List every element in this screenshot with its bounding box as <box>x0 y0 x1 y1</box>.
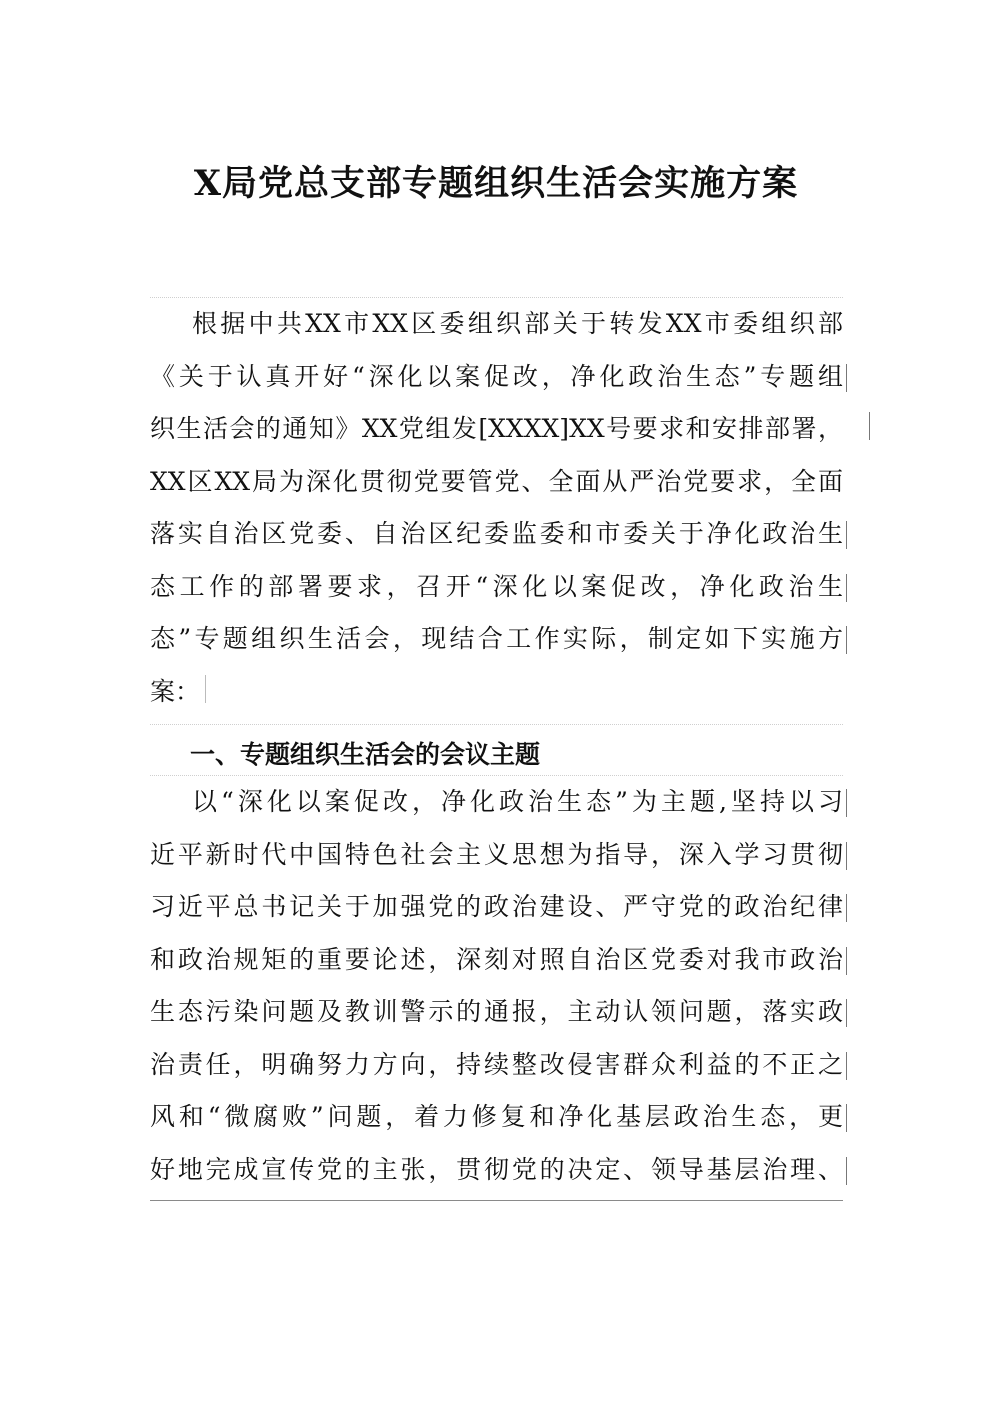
intro-line-3: 织生活会的通知》XX党组发[XXXX]XX号要求和安排部署， <box>150 414 843 443</box>
section-paragraph <box>150 775 843 1201</box>
intro-line-1: 根据中共XX市XX区委组织部关于转发XX市委组织部 <box>192 309 843 338</box>
section-line-6: 治责任，明确努力方向，持续整改侵害群众利益的不正之 <box>150 1039 843 1092</box>
section-line-7: 风和“微腐败”问题，着力修复和净化基层政治生态，更 <box>150 1091 843 1144</box>
intro-line-2: 《关于认真开好“深化以案促改，净化政治生态”专题组 <box>150 351 843 404</box>
section-line-5: 生态污染问题及教训警示的通报，主动认领问题，落实政 <box>150 986 843 1039</box>
margin-mark <box>869 412 870 440</box>
section-line-8: 好地完成宣传党的主张，贯彻党的决定、领导基层治理、 <box>150 1144 843 1197</box>
intro-line-5: 落实自治区党委、自治区纪委监委和市委关于净化政治生 <box>150 508 843 561</box>
intro-line-4: XX区XX局为深化贯彻党要管党、全面从严治党要求，全面 <box>150 466 843 496</box>
intro-paragraph <box>150 297 843 725</box>
section-line-3: 习近平总书记关于加强党的政治建设、严守党的政治纪律 <box>150 881 843 934</box>
section-line-1: 以“深化以案促改，净化政治生态”为主题,坚持以习 <box>150 776 843 829</box>
margin-mark <box>205 675 206 703</box>
section-line-4: 和政治规矩的重要论述，深刻对照自治区党委对我市政治 <box>150 934 843 987</box>
intro-line-6: 态工作的部署要求，召开“深化以案促改，净化政治生 <box>150 561 843 614</box>
page-title: X局党总支部专题组织生活会实施方案 <box>193 163 799 204</box>
intro-line-7: 态”专题组织生活会，现结合工作实际，制定如下实施方 <box>150 613 843 666</box>
intro-line-8: 案： <box>150 676 201 706</box>
section-line-2: 近平新时代中国特色社会主义思想为指导，深入学习贯彻 <box>150 829 843 882</box>
section-heading: 一、专题组织生活会的会议主题 <box>190 740 541 769</box>
